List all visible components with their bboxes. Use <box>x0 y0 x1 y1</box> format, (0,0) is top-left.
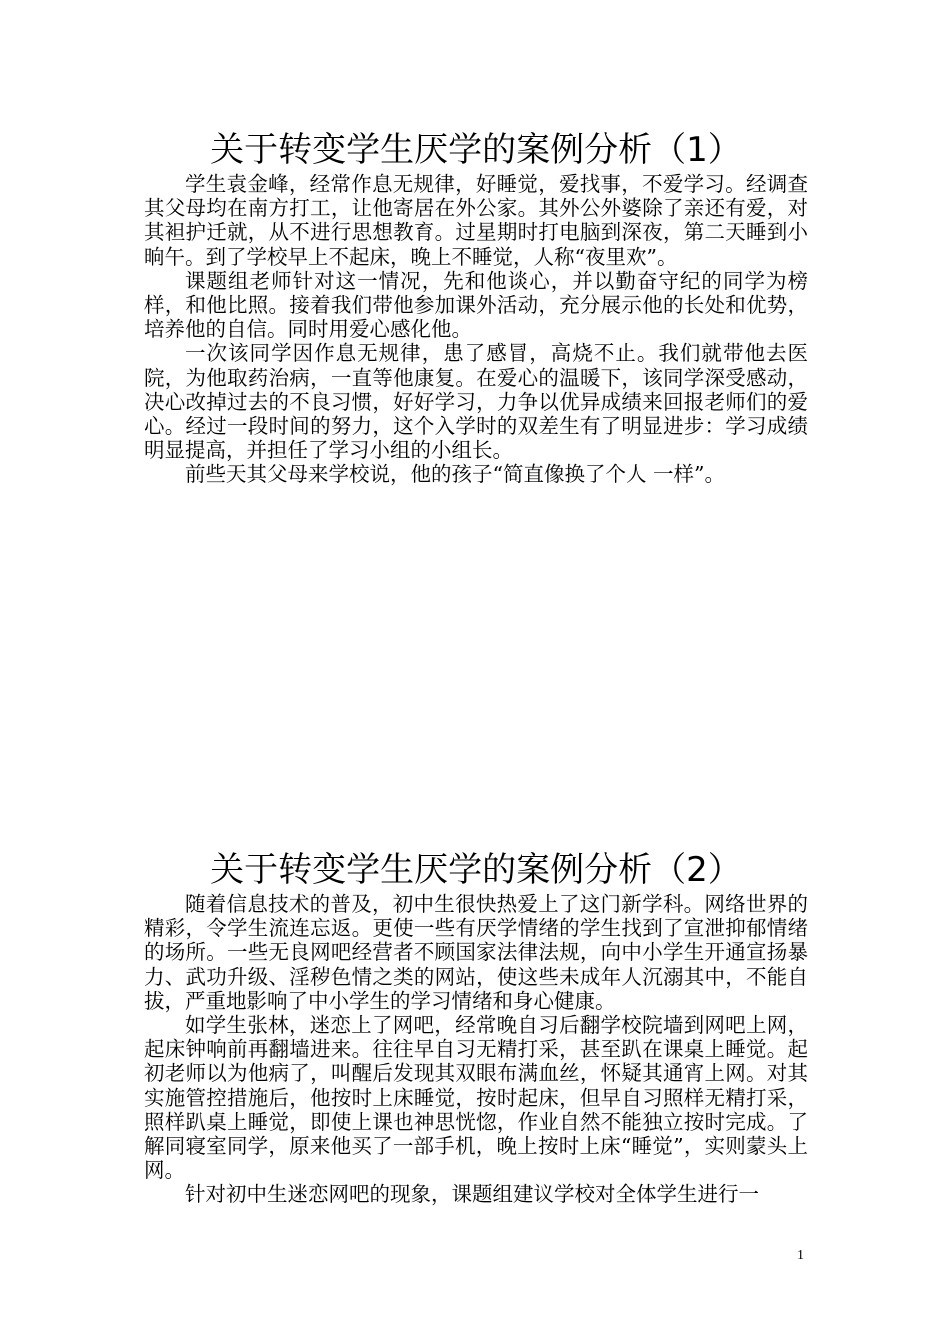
paragraph: 如学生张林，迷恋上了网吧，经常晚自习后翻学校院墙到网吧上网，起床钟响前再翻墙进来。往往早自习无精打采，甚至趴在课桌上睡觉。起初老师以为他病了，叫醒后发现其双眼布满血丝，怀疑其通宵上网。对其实施管控措施后，他按时上床睡觉，按时起床，但早自习照样无精打采，照样趴桌上睡觉，即使上课也神思恍惚，作业自然不能独立按时完成。了解同寝室同学，原来他买了一部手机，晚上按时上床“睡觉”，实则蒙头上网。 <box>144 1013 808 1183</box>
section-title: 关于转变学生厌学的案例分析（1） <box>210 130 742 170</box>
section-title: 关于转变学生厌学的案例分析（2） <box>210 850 742 890</box>
paragraph: 针对初中生迷恋网吧的现象，课题组建议学校对全体学生进行一 <box>185 1182 759 1207</box>
paragraph: 一次该同学因作息无规律，患了感冒，高烧不止。我们就带他去医院，为他取药治病，一直等他康复。在爱心的温暖下，该同学深受感动，决心改掉过去的不良习惯，好好学习，力争以优异成绩来回报老师们的爱心。经过一段时间的努力，这个入学时的双差生有了明显进步：学习成绩明显提高，并担任了学习小组的小组长。 <box>144 341 808 463</box>
paragraph: 学生袁金峰，经常作息无规律，好睡觉，爱找事，不爱学习。经调查其父母均在南方打工，让他寄居在外公家。其外公外婆除了亲还有爱，对其袒护迁就，从不进行思想教育。过星期时打电脑到深夜，第二天睡到小晌午。到了学校早上不起床，晚上不睡觉，人称“夜里欢”。 <box>144 172 808 269</box>
case-section-2 <box>144 848 808 1207</box>
paragraph: 前些天其父母来学校说，他的孩子“简直像换了个人 一样”。 <box>185 462 725 487</box>
page-number: 1 <box>797 1248 804 1263</box>
case-section-1 <box>144 128 808 487</box>
paragraph: 随着信息技术的普及，初中生很快热爱上了这门新学科。网络世界的精彩，令学生流连忘返。更使一些有厌学情绪的学生找到了宣泄抑郁情绪的场所。一些无良网吧经营者不顾国家法律法规，向中小学生开通宣扬暴力、武功升级、淫秽色情之类的网站，使这些未成年人沉溺其中，不能自拔，严重地影响了中小学生的学习情绪和身心健康。 <box>144 892 808 1013</box>
paragraph: 课题组老师针对这一情况，先和他谈心，并以勤奋守纪的同学为榜样，和他比照。接着我们带他参加课外活动，充分展示他的长处和优势，培养他的自信。同时用爱心感化他。 <box>144 268 808 342</box>
